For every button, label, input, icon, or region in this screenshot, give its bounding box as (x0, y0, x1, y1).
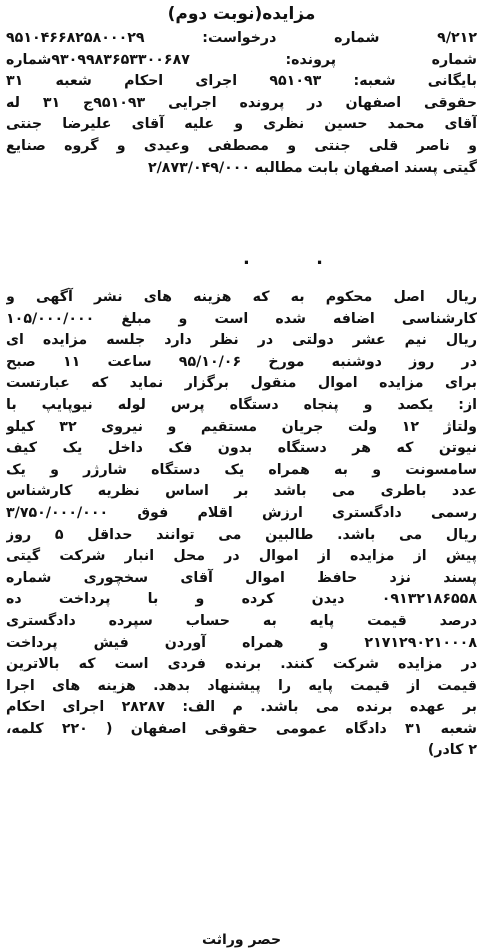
text-line: ۲۱۷۱۲۹۰۲۱۰۰۰۸ و همراه آوردن فیش پرداخت (6, 634, 477, 651)
text-line: آقای محمد حسین نظری و علیه آقای علیرضا جنتی (6, 116, 477, 133)
text-line: رسمی دادگستری ارزش اقلام فوق ۳/۷۵۰/۰۰۰/۰۰۰ (6, 504, 477, 521)
text-line: ریال اصل محکوم به که هزینه های نشر آگهی و (6, 289, 477, 305)
text-line: ریال نیم عشر دولتی در نظر دارد جلسه مزایده ای (6, 332, 477, 349)
next-notice-heading: حصر وراثت (201, 932, 282, 948)
notice-title: مزایده(نوبت دوم) (167, 4, 316, 24)
text-line: بایگانی شعبه: ۹۵۱۰۹۳ اجرای احکام شعبه ۳۱ (6, 73, 477, 90)
text-line: نیوتن که هر دستگاه بدون فک داخل یک کیف (6, 440, 477, 457)
text-line: پسند نزد حافظ اموال آقای سخچوری شماره (6, 569, 477, 586)
text-line: برای مزایده اموال منقول برگزار نماید که عبارتست (6, 375, 477, 392)
text-line: ۲ کادر) (427, 742, 477, 759)
text-line: ریال می باشد. طالبین می توانند حداقل ۵ روز (6, 526, 477, 543)
text-line: پیش از مزایده از اموال در محل انبار شرکت گیتی (6, 548, 477, 565)
text-line: گیتی پسند اصفهان بابت مطالبه ۲/۸۷۳/۰۴۹/۰۰۰ (147, 159, 477, 176)
text-line: در مزایده شرکت کنند. برنده فردی است که بالاترین (6, 656, 477, 673)
text-line: درصد قیمت پایه به حساب سپرده دادگستری (6, 612, 477, 629)
text-line: از: یکصد و پنجاه دستگاه پرس لوله نیوپایپ با (6, 396, 477, 413)
text-line: عدد باطری می باشد بر اساس نظریه کارشناس (6, 483, 477, 500)
text-line: ولتاژ ۱۲ ولت جریان مستقیم و نیروی ۳۲ کیلو (6, 418, 477, 435)
text-line: کارشناسی اضافه شده است و مبلغ ۱۰۵/۰۰۰/۰۰۰ (6, 310, 477, 327)
text-line: حقوقی اصفهان در پرونده اجرایی ۹۵۱۰۹۳ج ۳۱ له (6, 94, 477, 111)
decorative-dots: . . (243, 248, 353, 269)
notice-paragraph-1 (6, 28, 477, 179)
text-line: ۰۹۱۳۲۱۸۶۵۵۸ دیدن کرده و با پرداخت ده (6, 591, 477, 608)
text-line: در روز دوشنبه مورخ ۹۵/۱۰/۰۶ ساعت ۱۱ صبح (6, 353, 477, 370)
text-line: ۹/۲۱۲ شماره درخواست: ۹۵۱۰۴۶۶۸۲۵۸۰۰۰۲۹ (6, 30, 477, 46)
text-line: بر عهده برنده می باشد. م الف: ۲۸۲۸۷ اجرای احکام (6, 699, 477, 716)
text-line: سامسونت و به همراه یک دستگاه شارژر و یک (6, 461, 477, 478)
notice-paragraph-2 (6, 287, 477, 762)
text-line: و ناصر قلی جنتی و مصطفی وعیدی و گروه صنایع (6, 137, 477, 154)
text-line: قیمت از قیمت پایه را پیشنهاد بدهد. هزینه های اجرا (6, 677, 477, 694)
text-line: شعبه ۳۱ دادگاه عمومی حقوقی اصفهان ( ۲۲۰ کلمه، (6, 720, 477, 737)
text-line: شماره پرونده: ۹۳۰۹۹۸۳۶۵۳۳۰۰۶۸۷شماره (6, 51, 477, 68)
